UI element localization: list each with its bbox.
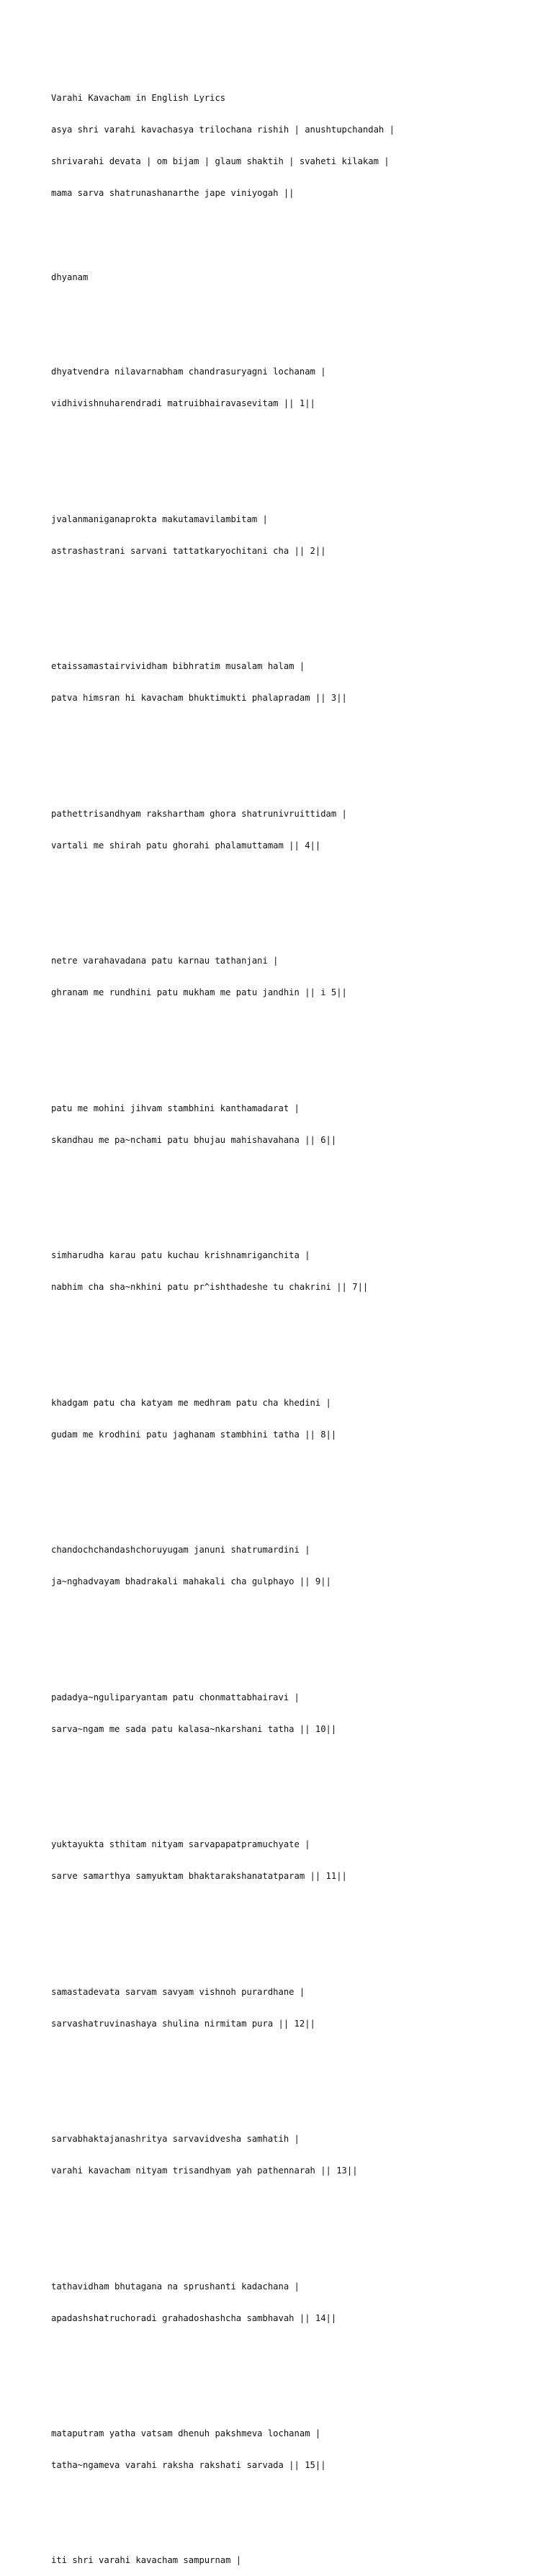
verse-line: tathavidham bhutagana na sprushanti kadachana | xyxy=(51,2281,300,2292)
verse-line: ghranam me rundhini patu mukham me patu jandhin || i 5|| xyxy=(51,987,347,998)
verse-line: padadya~nguliparyantam patu chonmattabhairavi | xyxy=(51,1692,300,1702)
spacer xyxy=(51,1040,526,1051)
verse-line: khadgam patu cha katyam me medhram patu cha khedini | xyxy=(51,1397,331,1408)
verse-line: apadashshatruchoradi grahadoshashcha sambhavah || 14|| xyxy=(51,2312,337,2323)
spacer xyxy=(51,1334,526,1345)
spacer xyxy=(51,303,526,314)
spacer xyxy=(51,2071,526,2082)
verse-1 xyxy=(51,346,526,430)
verse-line: mataputram yatha vatsam dhenuh pakshmeva lochanam | xyxy=(51,2428,321,2439)
verse-2 xyxy=(51,493,526,578)
spacer xyxy=(51,241,526,251)
document-header xyxy=(51,72,526,219)
viniyoga-line-2: shrivarahi devata | om bijam | glaum shaktih | svaheti kilakam | xyxy=(51,156,390,166)
spacer xyxy=(51,2218,526,2229)
spacer xyxy=(51,1482,526,1493)
verse-line: etaissamastairvividham bibhratim musalam halam | xyxy=(51,661,305,672)
verse-line: vidhivishnuharendradi matruibhairavasevitam || 1|| xyxy=(51,398,315,408)
verse-line: patu me mohini jihvam stambhini kanthamadarat | xyxy=(51,1103,300,1113)
document-title: Varahi Kavacham in English Lyrics xyxy=(51,93,226,104)
verse-7 xyxy=(51,1229,526,1314)
verse-line: pathettrisandhyam rakshartham ghora shatrunivruittidam | xyxy=(51,808,347,819)
spacer xyxy=(51,598,526,609)
verse-line: samastadevata sarvam savyam vishnoh purardhane | xyxy=(51,1986,305,1997)
verse-line: gudam me krodhini patu jaghanam stambhini tatha || 8|| xyxy=(51,1429,337,1440)
verse-line: varahi kavacham nityam trisandhyam yah pathennarah || 13|| xyxy=(51,2166,358,2176)
verse-14 xyxy=(51,2261,526,2345)
verse-line: simharudha karau patu kuchau krishnamriganchita | xyxy=(51,1250,310,1261)
verse-line: patva himsran hi kavacham bhuktimukti phalapradam || 3|| xyxy=(51,693,347,704)
verse-line: yuktayukta sthitam nityam sarvapapatpramuchyate | xyxy=(51,1839,310,1850)
closing-line: iti shri varahi kavacham sampurnam | xyxy=(51,2554,242,2565)
viniyoga-line-3: mama sarva shatrunashanarthe jape viniyogah || xyxy=(51,187,295,198)
verse-line: skandhau me pa~nchami patu bhujau mahishavahana || 6|| xyxy=(51,1134,337,1145)
spacer xyxy=(51,1777,526,1787)
document-page xyxy=(51,51,526,2576)
verse-10 xyxy=(51,1671,526,1756)
spacer xyxy=(51,745,526,756)
spacer xyxy=(51,893,526,904)
verse-line: netre varahavadana patu karnau tathanjani | xyxy=(51,956,279,966)
verse-15 xyxy=(51,2407,526,2492)
verse-11 xyxy=(51,1818,526,1903)
spacer xyxy=(51,1188,526,1198)
verse-3 xyxy=(51,640,526,724)
verse-line: nabhim cha sha~nkhini patu pr^ishthadeshe tu chakrini || 7|| xyxy=(51,1282,369,1293)
section-heading-dhyanam: dhyanam xyxy=(51,271,89,282)
spacer xyxy=(51,451,526,462)
verse-4 xyxy=(51,788,526,872)
verse-line: tatha~ngameva varahi raksha rakshati sarvada || 15|| xyxy=(51,2460,326,2471)
verse-line: astrashastrani sarvani tattatkaryochitani cha || 2|| xyxy=(51,545,326,556)
verse-line: dhyatvendra nilavarnabham chandrasuryagni lochanam | xyxy=(51,367,326,377)
verse-line: vartali me shirah patu ghorahi phalamuttamam || 4|| xyxy=(51,840,321,851)
spacer xyxy=(51,1924,526,1934)
verse-line: jvalanmaniganaprokta makutamavilambitam | xyxy=(51,513,268,524)
verse-12 xyxy=(51,1966,526,2050)
verse-line: sarvabhaktajanashritya sarvavidvesha samhatih | xyxy=(51,2134,300,2145)
verse-line: chandochchandashchoruyugam januni shatrumardini | xyxy=(51,1545,310,1556)
spacer xyxy=(51,2513,526,2523)
verse-5 xyxy=(51,935,526,1019)
verse-13 xyxy=(51,2113,526,2197)
verse-line: sarve samarthya samyuktam bhaktarakshanatatparam || 11|| xyxy=(51,1871,347,1882)
spacer xyxy=(51,2366,526,2377)
spacer xyxy=(51,1629,526,1640)
viniyoga-line-1: asya shri varahi kavachasya trilochana rishih | anushtupchandah | xyxy=(51,125,395,135)
verse-line: ja~nghadvayam bhadrakali mahakali cha gulphayo || 9|| xyxy=(51,1576,331,1587)
verse-line: sarvashatruvinashaya shulina nirmitam pura || 12|| xyxy=(51,2018,315,2029)
verse-9 xyxy=(51,1524,526,1608)
verse-line: sarva~ngam me sada patu kalasa~nkarshani tatha || 10|| xyxy=(51,1723,337,1734)
verse-8 xyxy=(51,1377,526,1461)
verse-6 xyxy=(51,1082,526,1167)
